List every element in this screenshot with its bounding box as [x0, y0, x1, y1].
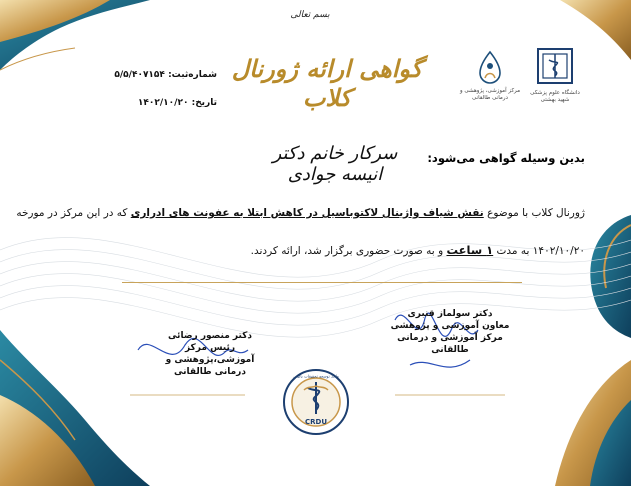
- left-signatory-name: دکتر منصور رضائی: [167, 331, 253, 341]
- certificate-date-row: [92, 98, 217, 108]
- section-divider: [122, 282, 522, 283]
- bottom-left-ornament: [0, 330, 150, 486]
- presentation-topic: نقش شیاف واژینال لاکتوباسیل در کاهش ابتلا به عفونت های ادراری: [130, 207, 484, 219]
- right-signatory-org: مرکز آموزشی و درمانی طالقانی: [397, 333, 503, 355]
- certificate-number: ۵/۵/۴۰۷۱۵۴: [114, 70, 165, 80]
- body-line1-prefix: ژورنال کلاب با موضوع: [487, 207, 585, 219]
- body-line2-suffix: و به صورت حضوری برگزار شد، ارائه کردند.: [250, 245, 444, 257]
- left-signatory: [150, 330, 270, 378]
- duration-prefix: به مدت: [496, 245, 530, 257]
- crdu-seal-emblem: [282, 368, 350, 436]
- certificate-title: گواهی ارائه ژورنال کلاب: [231, 54, 423, 112]
- certificate-date-label: تاریخ:: [191, 98, 217, 108]
- center-logo-caption: مرکز آموزشی، پژوهشی و درمانی طالقانی: [459, 88, 521, 101]
- university-logo-caption: دانشگاه علوم پزشکی شهید بهشتی: [530, 90, 580, 103]
- university-emblem-icon: [535, 46, 575, 86]
- basmala-text: بسم تعالی: [290, 10, 330, 20]
- presentation-date: ۱۴۰۲/۱۰/۲۰: [532, 245, 585, 257]
- recipient-name: سرکار خانم دکتر انیسه جوادی: [272, 143, 398, 185]
- left-signatory-org: آموزشی،پژوهشی و درمانی طالقانی: [165, 355, 255, 377]
- teardrop-person-icon: [477, 50, 503, 84]
- right-signatory: [385, 308, 515, 356]
- crdu-seal-ring-text: واحد توسعه تحقیقات بالینی: [293, 373, 339, 379]
- top-left-ornament: [0, 0, 150, 70]
- body-line1-suffix: که در این مرکز در مورخه: [16, 207, 128, 219]
- body-line-2: [251, 243, 585, 257]
- right-signatory-role: معاون آموزشی و پژوهشی: [390, 321, 510, 331]
- crdu-seal: [282, 368, 350, 436]
- certificate-number-row: [92, 70, 217, 80]
- center-logo: [452, 50, 528, 102]
- presentation-duration: ۱ ساعت: [446, 243, 494, 257]
- left-signatory-role: رئیس مرکز: [184, 343, 236, 353]
- certificate-date: ۱۴۰۲/۱۰/۲۰: [137, 98, 189, 108]
- certificate-number-label: شماره‌ثبت:: [168, 70, 217, 80]
- right-signatory-name: دکتر سولماز قنبری: [407, 309, 493, 319]
- bottom-right-ornament: [555, 360, 631, 486]
- body-line-1: [16, 207, 585, 219]
- recipient-intro: بدین وسیله گواهی می‌شود:: [427, 151, 585, 165]
- crdu-seal-label: CRDU: [304, 418, 328, 426]
- right-wave-ornament: [590, 215, 631, 338]
- university-logo: [525, 46, 585, 104]
